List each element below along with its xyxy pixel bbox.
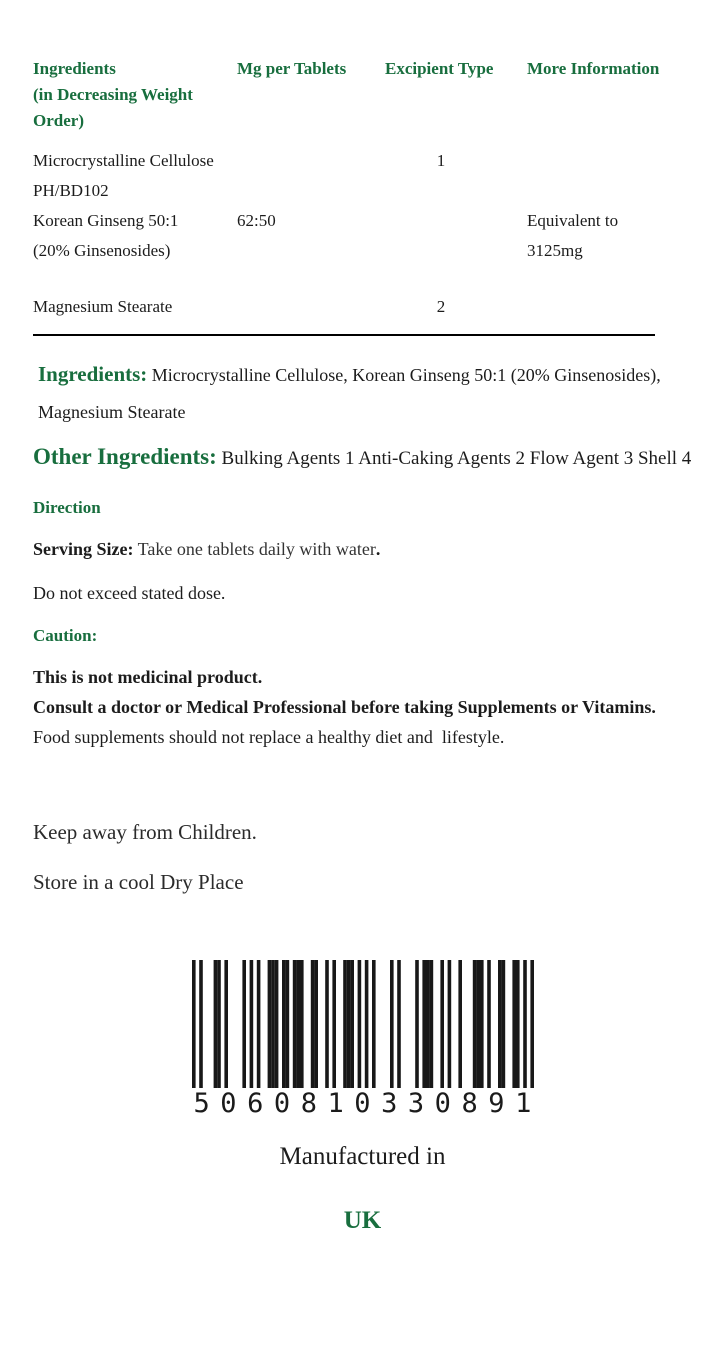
other-ingredients-text: Bulking Agents 1 Anti-Caking Agents 2 Flow Agent 3 Shell 4 [216,448,692,469]
header-more-information: More Information [527,59,660,78]
table-row [33,292,692,322]
row-more-info: Equivalent to 3125mg [527,211,619,260]
barcode-digit: 0 [273,1088,291,1119]
header-ingredients-line1: Ingredients [33,59,116,78]
serving-size-line [33,536,692,562]
header-ingredients [33,56,237,134]
barcode-digit: 3 [407,1088,425,1119]
caution-heading: Caution: [33,626,98,645]
ingredients-table [33,56,692,336]
ingredients-summary-label: Ingredients: [38,362,148,386]
dose-warning: Do not exceed stated dose. [33,583,226,603]
serving-size-label: Serving Size: [33,539,134,559]
row-excipient-value: 2 [436,297,446,316]
barcode-digit: 5 [193,1088,210,1119]
serving-size-text: Take one tablets daily with water [133,539,376,559]
header-ingredients-line3: Order) [33,111,84,130]
row-mg-value: 62:50 [237,211,276,230]
serving-size-period: . [375,539,381,559]
table-row [33,206,692,266]
row-excipient-value: 1 [436,151,446,170]
barcode-digit: 3 [381,1088,398,1119]
barcode-digit: 8 [300,1088,317,1119]
ingredients-summary-text: Microcrystalline Cellulose, Korean Ginseng 50:1 (20% Ginsenosides), Magnesium Stearate [38,365,661,422]
other-ingredients [33,437,692,478]
header-mg-per-tablets: Mg per Tablets [237,59,347,78]
table-row [33,146,692,206]
row-ingredient-name: Microcrystalline Cellulose PH/BD102 [33,151,214,200]
caution-line-medicinal: This is not medicinal product. [33,667,263,687]
barcode-digit: 0 [434,1088,451,1119]
manufactured-line: Manufactured in [279,1143,446,1170]
ingredients-summary [33,356,692,431]
barcode-digit: 8 [461,1088,478,1119]
keep-away-line: Keep away from Children. [33,820,257,844]
barcode-digit: 9 [488,1088,505,1119]
direction-heading: Direction [33,498,101,517]
header-excipient-type: Excipient Type [385,59,494,78]
storage-line: Store in a cool Dry Place [33,870,244,894]
barcode-bars [192,960,534,1088]
barcode-digit: 0 [354,1088,371,1119]
caution-line-food: Food supplements should not replace a healthy diet and lifestyle. [33,727,505,747]
barcode-digit: 1 [327,1088,344,1119]
caution-line-consult: Consult a doctor or Medical Professional before taking Supplements or Vitamins. [33,697,656,717]
table-header-row [33,56,692,134]
barcode-digit: 1 [515,1088,532,1119]
country-line: UK [343,1207,382,1234]
header-ingredients-line2: (in Decreasing Weight [33,85,193,104]
other-ingredients-label: Other Ingredients: [33,444,217,469]
barcode [192,960,534,1119]
caution-block [33,662,692,752]
row-ingredient-name: Korean Ginseng 50:1 (20% Ginsenosides) [33,211,179,260]
table-bottom-rule [33,334,655,336]
row-ingredient-name: Magnesium Stearate [33,297,173,316]
barcode-digit: 0 [220,1088,237,1119]
barcode-digit: 6 [247,1088,264,1119]
barcode-digits [194,1089,532,1119]
